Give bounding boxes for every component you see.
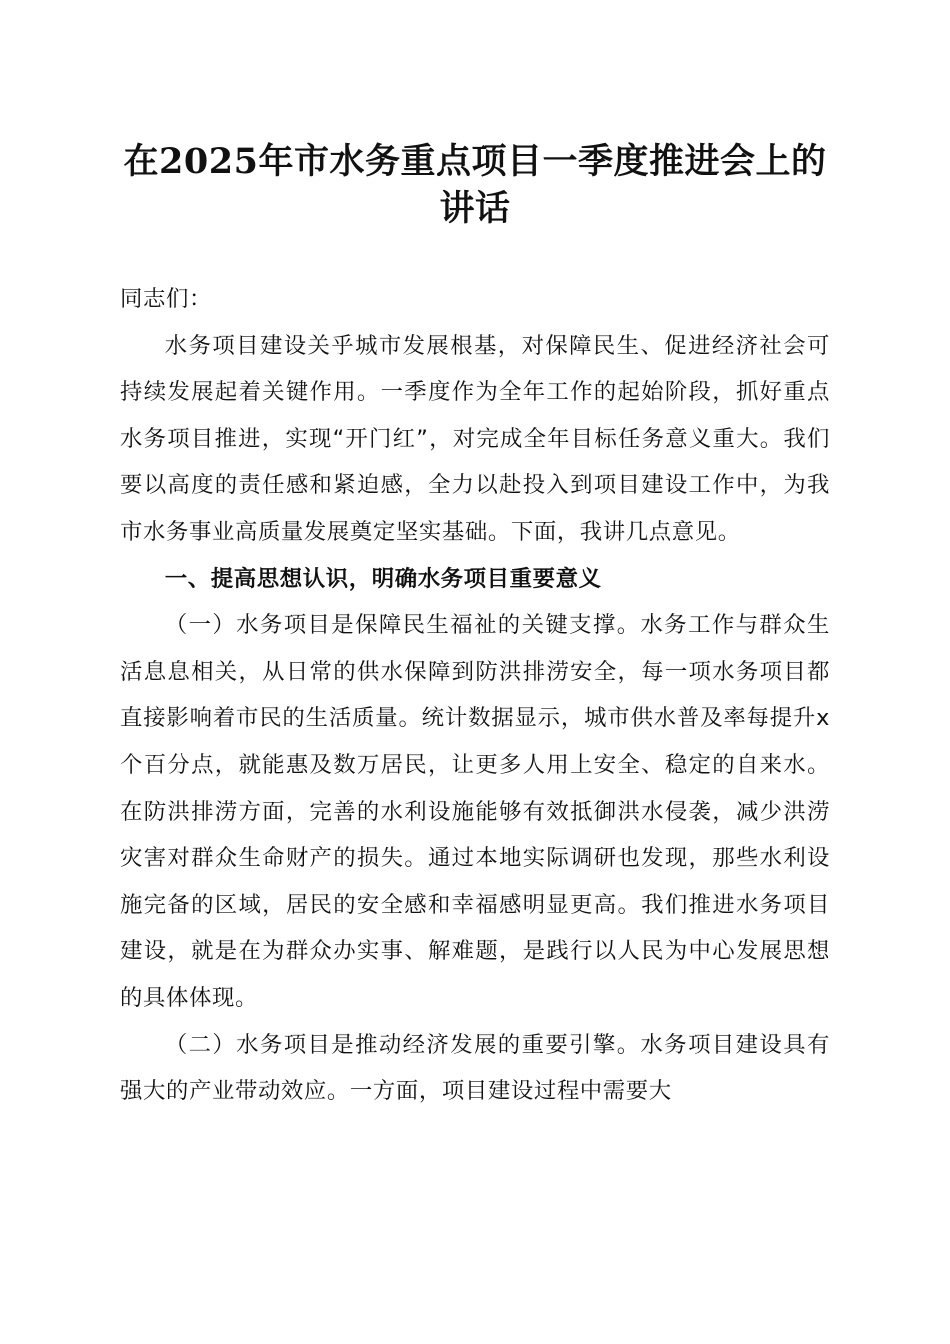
document-title: 在2025年市水务重点项目一季度推进会上的讲话 bbox=[123, 141, 827, 229]
intro-paragraph: 水务项目建设关乎城市发展根基，对保障民生、促进经济社会可持续发展起着关键作用。一季度作为全年工作的起始阶段，抓好重点水务项目推进，实现“开门红”，对完成全年目标任务意义重大。我们要以高度的责任感和紧迫感，全力以赴投入到项目建设工作中，为我市水务事业高质量发展奠定坚实基础。下面，我讲几点意见。 bbox=[120, 332, 830, 545]
subsection-1-paragraph bbox=[120, 602, 830, 1021]
document-body bbox=[120, 276, 830, 1115]
subsection-2-paragraph bbox=[120, 1022, 830, 1115]
salutation: 同志们： bbox=[120, 286, 212, 312]
subsection-2-lead: （二）水务项目是推动经济发展的重要引擎。 bbox=[164, 1031, 641, 1058]
subsection-2-text: 水务项目建设具有强大的产业带动效应。一方面，项目建设过程中需要大 bbox=[120, 1031, 830, 1105]
section-heading-1: 一、提高思想认识，明确水务项目重要意义 bbox=[164, 565, 602, 592]
subsection-1-text: 水务工作与群众生活息息相关，从日常的供水保障到防洪排涝安全，每一项水务项目都直接影响着市民的生活质量。统计数据显示，城市供水普及率每提升x个百分点，就能惠及数万居民，让更多人用上安全、稳定的自来水。在防洪排涝方面，完善的水利设施能够有效抵御洪水侵袭，减少洪涝灾害对群众生命财产的损失。通过本地实际调研也发现，那些水利设施完备的区域，居民的安全感和幸福感明显更高。我们推进水务项目建设，就是在为群众办实事、解难题，是践行以人民为中心发展思想的具体体现。 bbox=[120, 612, 830, 1011]
subsection-1-lead: （一）水务项目是保障民生福祉的关键支撑。 bbox=[164, 612, 641, 639]
